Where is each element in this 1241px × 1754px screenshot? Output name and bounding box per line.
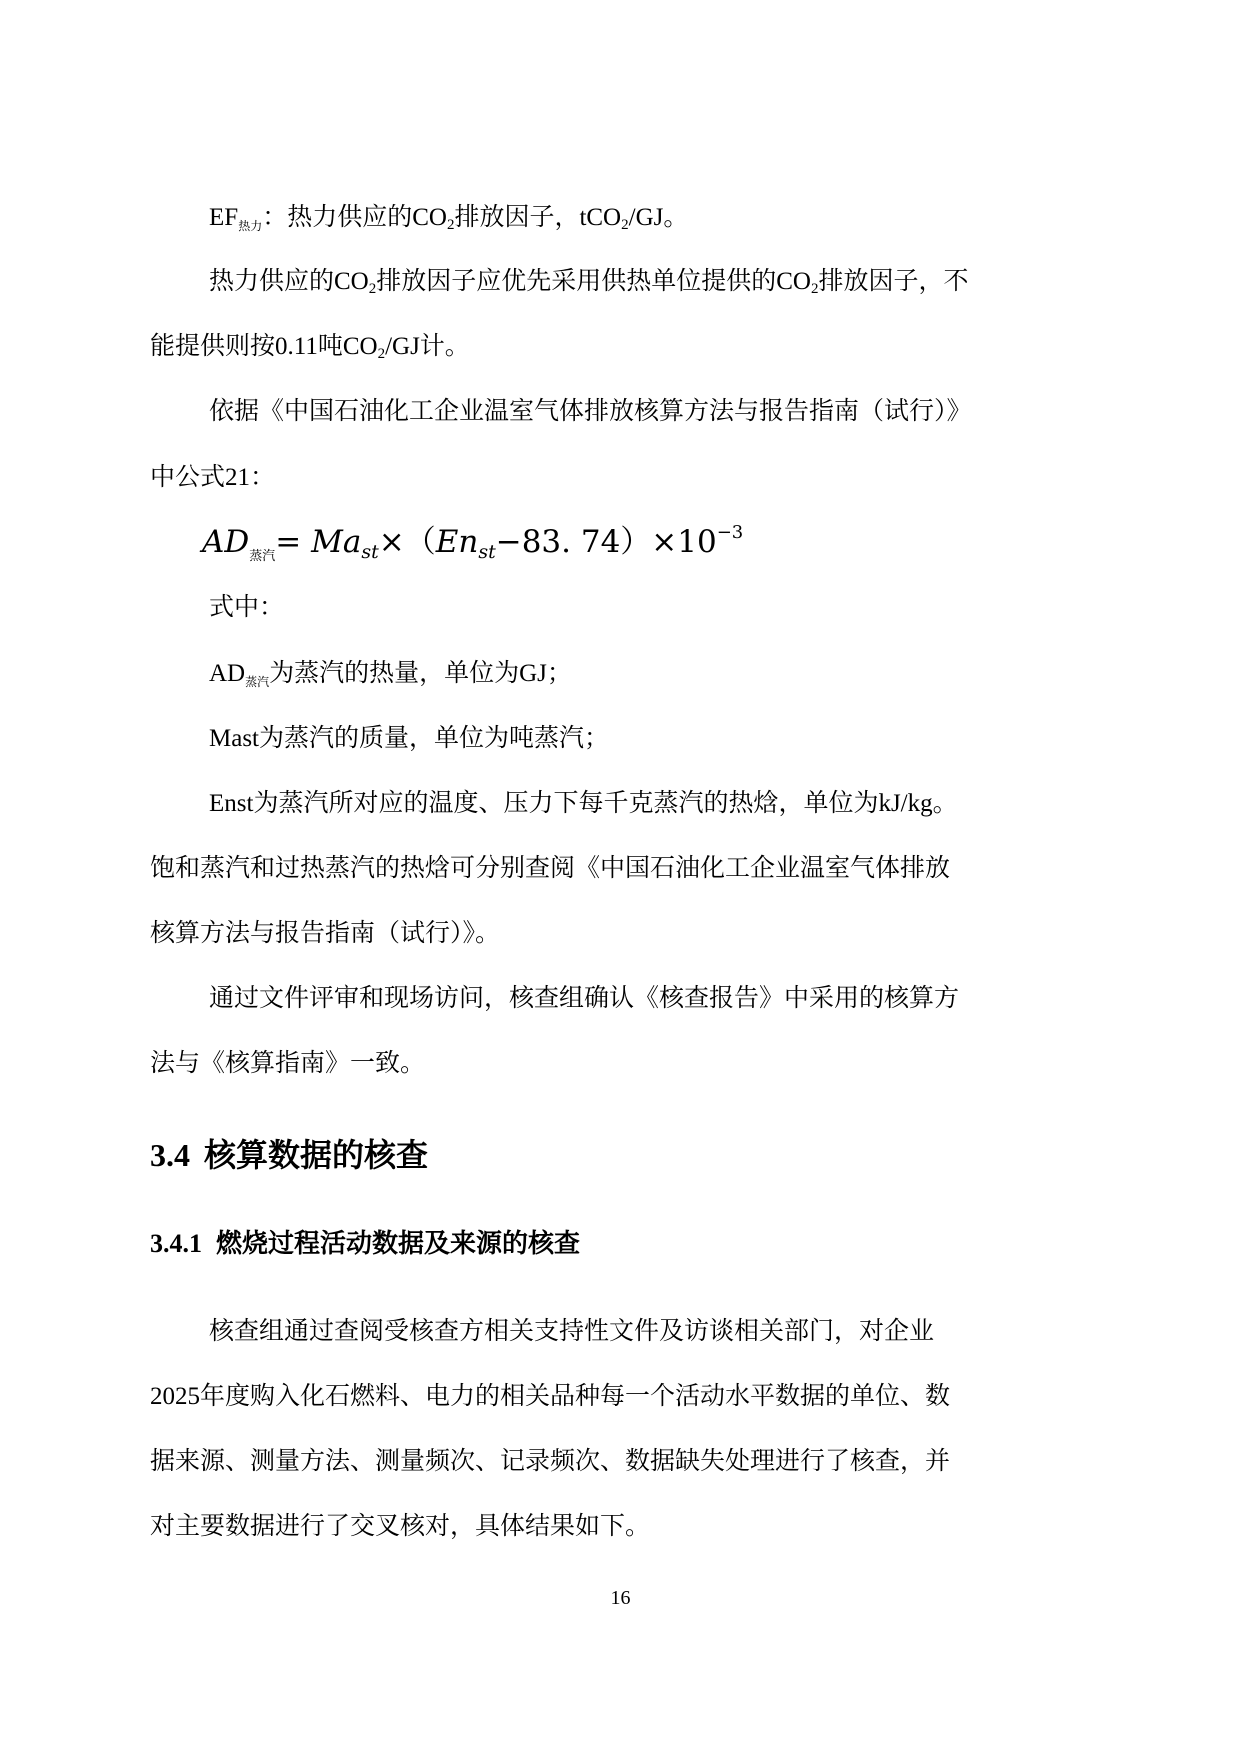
enst-line-3: 核算方法与报告指南（试行）》。 — [150, 920, 501, 947]
text: 热力供应的CO — [209, 268, 369, 295]
final-line-2: 2025年度购入化石燃料、电力的相关品种每一个活动水平数据的单位、数 — [150, 1383, 951, 1410]
subscript: 2 — [377, 346, 386, 362]
text: 能提供则按0.11吨CO — [150, 333, 378, 360]
subscript: 蒸汽 — [245, 675, 270, 689]
final-line-1: 核查组通过查阅受核查方相关支持性文件及访谈相关部门，对企业 — [209, 1318, 935, 1345]
text: 排放因子，不 — [818, 268, 969, 295]
page-number: 16 — [610, 1587, 631, 1609]
subscript: 2 — [446, 217, 455, 233]
review-line-1: 通过文件评审和现场访问，核查组确认《核查报告》中采用的核算方 — [209, 985, 960, 1012]
formula-operator: ×（ — [378, 524, 436, 560]
text: 为蒸汽的热量，单位为GJ； — [269, 660, 572, 687]
subscript: 2 — [368, 281, 377, 297]
section-heading-3-4 — [150, 1130, 428, 1176]
where-label: 式中： — [209, 594, 285, 621]
text: /GJ。 — [628, 204, 689, 231]
section-heading-3-4-1 — [150, 1223, 580, 1260]
text: 排放因子，tCO — [454, 204, 622, 231]
text: AD — [209, 660, 246, 687]
subscript: 2 — [621, 217, 629, 233]
text: ：热力供应的CO — [262, 204, 447, 231]
final-line-3: 据来源、测量方法、测量频次、记录频次、数据缺失处理进行了核查，并 — [150, 1448, 951, 1475]
enst-line-1: Enst为蒸汽所对应的温度、压力下每千克蒸汽的热焓，单位为kJ/kg。 — [209, 790, 958, 817]
heading-number: 3.4.1 — [150, 1229, 202, 1258]
basis-line-1: 依据《中国石油化工企业温室气体排放核算方法与报告指南（试行）》 — [209, 398, 972, 425]
final-line-4: 对主要数据进行了交叉核对，具体结果如下。 — [150, 1513, 651, 1540]
ef-definition — [209, 202, 688, 234]
text: /GJ计。 — [385, 333, 470, 360]
ad-definition — [209, 658, 572, 690]
subscript: 2 — [810, 281, 819, 297]
formula-operator: = — [275, 524, 312, 560]
enst-line-2: 饱和蒸汽和过热蒸汽的热焓可分别查阅《中国石油化工企业温室气体排放 — [150, 855, 951, 882]
heat-factor-line-1 — [209, 266, 968, 298]
steam-heat-formula — [202, 522, 743, 562]
formula-operator: −83. 74）×10 — [495, 524, 717, 560]
mast-definition: Mast为蒸汽的质量，单位为吨蒸汽； — [209, 725, 610, 752]
formula-symbol: En — [435, 524, 479, 560]
text: 排放因子应优先采用供热单位提供的CO — [376, 268, 811, 295]
formula-subscript: 蒸汽 — [249, 549, 276, 564]
heading-number: 3.4 — [150, 1137, 190, 1173]
review-line-2: 法与《核算指南》一致。 — [150, 1050, 426, 1077]
subscript: 热力 — [238, 219, 263, 233]
formula-symbol: Ma — [311, 524, 362, 560]
heat-factor-line-2 — [150, 331, 470, 363]
formula-subscript: st — [478, 541, 496, 563]
formula-symbol: AD — [202, 524, 250, 560]
formula-subscript: st — [361, 541, 379, 563]
basis-line-2: 中公式21： — [150, 464, 276, 491]
text: EF — [209, 204, 239, 231]
heading-text: 核算数据的核查 — [204, 1137, 429, 1173]
formula-exponent: −3 — [716, 522, 744, 543]
heading-text: 燃烧过程活动数据及来源的核查 — [216, 1229, 581, 1258]
